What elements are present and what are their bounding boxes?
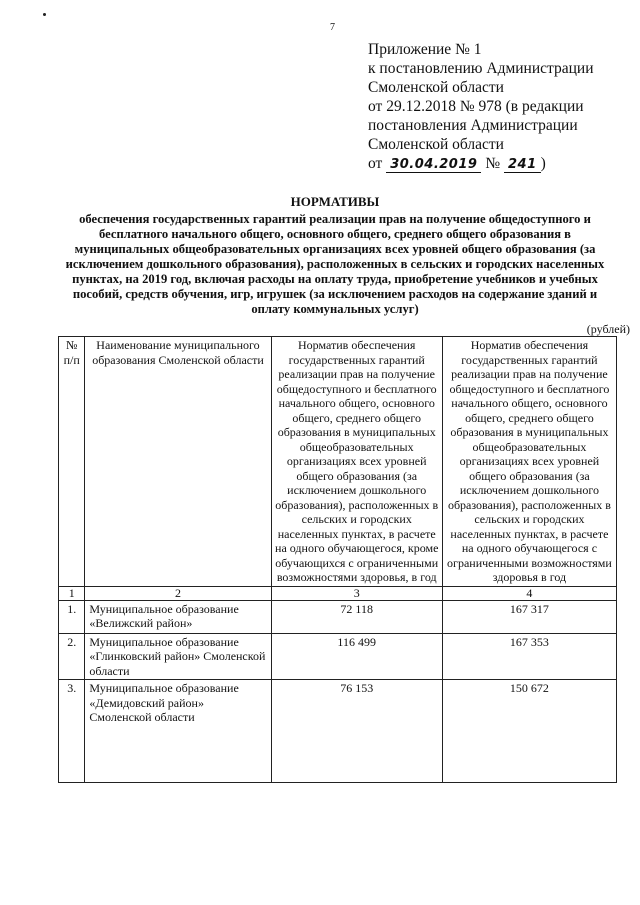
scan-speck	[43, 13, 46, 16]
appendix-block	[368, 40, 628, 173]
appendix-date-line	[368, 154, 628, 173]
column-index-row	[59, 586, 617, 600]
appendix-line-4: от 29.12.2018 № 978 (в редакции	[368, 98, 584, 115]
norms-table	[58, 336, 617, 783]
header-row	[59, 337, 617, 587]
column-index: 4	[442, 586, 616, 600]
municipality-name: Муниципальное образование «Велижский район»	[85, 600, 271, 633]
table-row	[59, 600, 617, 633]
document-title: НОРМАТИВЫ	[290, 194, 380, 209]
header-num: № п/п	[59, 337, 85, 587]
appendix-line-3: Смоленской области	[368, 79, 504, 96]
row-number: 1.	[59, 600, 85, 633]
norm-general-value: 72 118	[271, 600, 442, 633]
number-prefix: №	[485, 155, 501, 172]
header-norm-disabilities: Норматив обеспечения государственных гарантий реализации прав на получение общедоступного и бесплатного начального общего, основного общего, среднего общего образования в муниципальных общеобразовательных организациях всех уровней общего образования (за исключением дошкольного образования), расположенных в сельских и городских населенных пунктах, в расчете на одного обучающегося с ограниченными возможностями здоровья в год	[442, 337, 616, 587]
document-subtitle: обеспечения государственных гарантий реализации прав на получение общедоступного и бесплатного начального общего, основного общего, среднего общего образования в муниципальных общеобразовательных организациях всех уровней общего образования (за исключением дошкольного образования), расположенных в сельских и городских населенных пунктах, на 2019 год, включая расходы на оплату труда, приобретение учебников и учебных пособий, средств обучения, игр, игрушек (за исключением расходов на содержание зданий и оплату коммунальных услуг)	[65, 212, 605, 316]
appendix-line-6: Смоленской области	[368, 136, 504, 153]
header-norm-general: Норматив обеспечения государственных гарантий реализации прав на получение общедоступного и бесплатного начального общего, основного общего, среднего общего образования в муниципальных общеобразовательных организациях всех уровней общего образования (за исключением дошкольного образования), расположенных в сельских и городских населенных пунктах, в расчете на одного обучающегося, кроме обучающихся с ограниченными возможностями здоровья, в год	[271, 337, 442, 587]
norm-disabilities-value: 150 672	[442, 680, 616, 783]
table-row	[59, 680, 617, 783]
norm-disabilities-value: 167 353	[442, 633, 616, 680]
municipality-name: Муниципальное образование «Глинковский район» Смоленской области	[85, 633, 271, 680]
column-index: 3	[271, 586, 442, 600]
appendix-line-1: Приложение № 1	[368, 41, 482, 58]
appendix-line-5: постановления Администрации	[368, 117, 578, 134]
municipality-name: Муниципальное образование «Демидовский район» Смоленской области	[85, 680, 271, 783]
handwritten-number: 241	[504, 157, 541, 173]
norm-disabilities-value: 167 317	[442, 600, 616, 633]
closing-paren: )	[540, 155, 546, 172]
column-index: 2	[85, 586, 271, 600]
currency-note: (рублей)	[586, 322, 630, 336]
row-number: 3.	[59, 680, 85, 783]
row-number: 2.	[59, 633, 85, 680]
page-number: 7	[330, 22, 335, 33]
header-name: Наименование муниципального образования Смоленской области	[85, 337, 271, 587]
date-prefix: от	[368, 155, 383, 172]
norm-general-value: 116 499	[271, 633, 442, 680]
column-index: 1	[59, 586, 85, 600]
table-row	[59, 633, 617, 680]
norm-general-value: 76 153	[271, 680, 442, 783]
appendix-line-2: к постановлению Администрации	[368, 60, 594, 77]
handwritten-date: 30.04.2019	[386, 157, 481, 173]
